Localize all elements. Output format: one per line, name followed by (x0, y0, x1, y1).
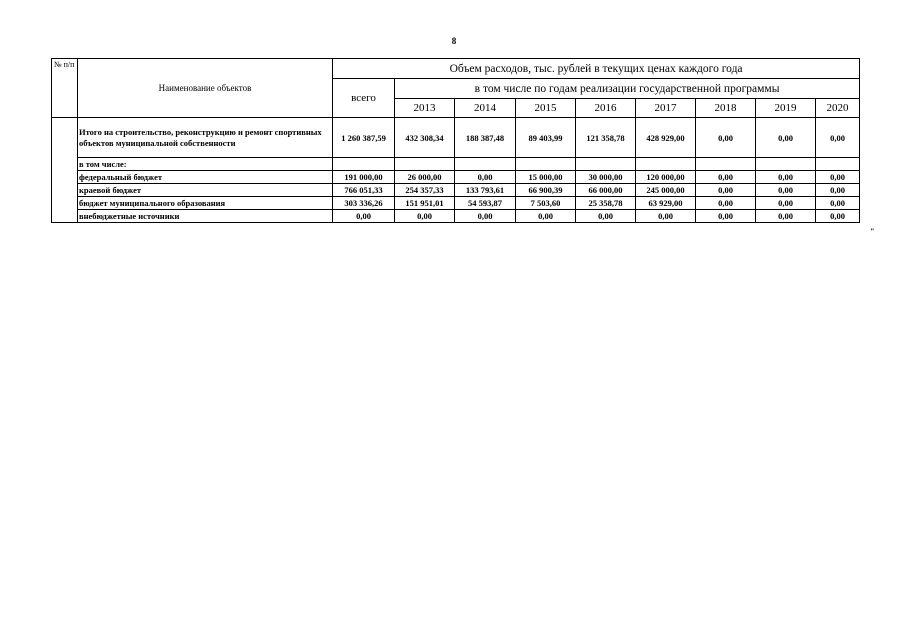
value-cell: 0,00 (816, 184, 860, 197)
value-cell: 25 358,78 (576, 197, 636, 210)
row-label: краевой бюджет (78, 184, 333, 197)
header-main: Объем расходов, тыс. рублей в текущих ценах каждого года (333, 59, 860, 79)
value-cell: 0,00 (636, 210, 696, 223)
empty-cell (395, 158, 455, 171)
value-cell: 0,00 (516, 210, 576, 223)
value-cell: 63 929,00 (636, 197, 696, 210)
value-cell: 0,00 (696, 171, 756, 184)
header-sub: в том числе по годам реализации государственной программы (395, 79, 860, 99)
value-cell: 0,00 (333, 210, 395, 223)
value-cell: 120 000,00 (636, 171, 696, 184)
value-cell: 245 000,00 (636, 184, 696, 197)
header-year: 2020 (816, 99, 860, 118)
value-cell: 0,00 (816, 197, 860, 210)
closing-quote: " (870, 227, 875, 236)
value-cell: 0,00 (455, 171, 516, 184)
value-cell: 30 000,00 (576, 171, 636, 184)
header-year: 2015 (516, 99, 576, 118)
value-cell: 0,00 (756, 210, 816, 223)
row-num-cell (52, 118, 78, 223)
value-cell: 0,00 (696, 184, 756, 197)
empty-cell (576, 158, 636, 171)
value-cell: 66 000,00 (576, 184, 636, 197)
value-cell: 133 793,61 (455, 184, 516, 197)
empty-cell (696, 158, 756, 171)
value-cell: 191 000,00 (333, 171, 395, 184)
header-year: 2014 (455, 99, 516, 118)
value-cell: 0,00 (696, 197, 756, 210)
row-label: Итого на строительство, реконструкцию и ремонт спортивных объектов муниципальной собственности (78, 118, 333, 158)
table-row (52, 184, 860, 197)
table-row (52, 118, 860, 158)
value-cell: 15 000,00 (516, 171, 576, 184)
header-num: № п/п (52, 59, 78, 118)
row-label: в том числе: (78, 158, 333, 171)
header-total: всего (333, 79, 395, 118)
value-cell: 188 387,48 (455, 118, 516, 158)
value-cell: 0,00 (395, 210, 455, 223)
header-year: 2019 (756, 99, 816, 118)
value-cell: 26 000,00 (395, 171, 455, 184)
table-row (52, 210, 860, 223)
page-number: 8 (451, 36, 457, 46)
value-cell: 0,00 (696, 118, 756, 158)
value-cell: 0,00 (756, 197, 816, 210)
table-row (52, 171, 860, 184)
value-cell: 89 403,99 (516, 118, 576, 158)
table-row (52, 197, 860, 210)
empty-cell (516, 158, 576, 171)
value-cell: 0,00 (816, 210, 860, 223)
empty-cell (816, 158, 860, 171)
value-cell: 766 051,33 (333, 184, 395, 197)
header-year: 2018 (696, 99, 756, 118)
table-row (52, 158, 860, 171)
value-cell: 428 929,00 (636, 118, 696, 158)
value-cell: 7 503,60 (516, 197, 576, 210)
header-name: Наименование объектов (78, 59, 333, 118)
value-cell: 0,00 (696, 210, 756, 223)
expenditure-table (51, 58, 860, 223)
value-cell: 0,00 (576, 210, 636, 223)
empty-cell (756, 158, 816, 171)
value-cell: 151 951,01 (395, 197, 455, 210)
row-label: федеральный бюджет (78, 171, 333, 184)
value-cell: 0,00 (756, 171, 816, 184)
value-cell: 66 900,39 (516, 184, 576, 197)
value-cell: 303 336,26 (333, 197, 395, 210)
value-cell: 0,00 (756, 184, 816, 197)
value-cell: 254 357,33 (395, 184, 455, 197)
empty-cell (636, 158, 696, 171)
value-cell: 54 593,87 (455, 197, 516, 210)
value-cell: 0,00 (756, 118, 816, 158)
header-year: 2017 (636, 99, 696, 118)
value-cell: 0,00 (816, 118, 860, 158)
value-cell: 121 358,78 (576, 118, 636, 158)
row-label: внебюджетные источники (78, 210, 333, 223)
empty-cell (455, 158, 516, 171)
value-cell: 0,00 (455, 210, 516, 223)
value-cell: 1 260 387,59 (333, 118, 395, 158)
value-cell: 0,00 (816, 171, 860, 184)
empty-cell (333, 158, 395, 171)
header-year: 2016 (576, 99, 636, 118)
row-label: бюджет муниципального образования (78, 197, 333, 210)
value-cell: 432 308,34 (395, 118, 455, 158)
header-year: 2013 (395, 99, 455, 118)
